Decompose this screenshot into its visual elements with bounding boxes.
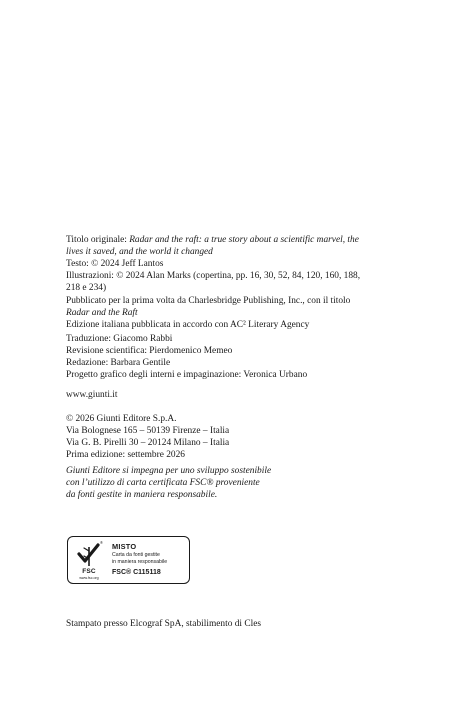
original-title-italic: Radar and the Raft — [66, 308, 138, 318]
fsc-registered-mark: ® — [100, 540, 103, 545]
sustainability-line-1: Giunti Editore si impegna per uno sviluppo sostenibile — [66, 466, 272, 476]
original-title — [66, 234, 406, 246]
sustainability-block — [66, 465, 406, 501]
fsc-logo — [73, 541, 105, 581]
design-credit: Progetto grafico degli interni e impaginazione: Veronica Urbano — [66, 370, 308, 380]
original-title-line-2 — [66, 246, 406, 258]
fsc-label: MISTO — [112, 542, 137, 551]
translation-credit: Traduzione: Giacomo Rabbi — [66, 334, 173, 344]
agency-agreement: Edizione italiana pubblicata in accordo con AC² Literary Agency — [66, 320, 310, 330]
credits-block — [66, 333, 406, 381]
fsc-description-1: Carta da fonti gestite — [112, 552, 160, 558]
publisher-address-florence: Via Bolognese 165 – 50139 Firenze – Italia — [66, 426, 230, 436]
first-publication: Pubblicato per la prima volta da Charlesbridge Publishing, Inc., con il titolo — [66, 296, 351, 306]
website-link[interactable]: www.giunti.it — [66, 390, 118, 400]
publisher-copyright: © 2026 Giunti Editore S.p.A. — [66, 414, 177, 424]
colophon-block — [66, 234, 406, 294]
edition-date: Prima edizione: settembre 2026 — [66, 450, 185, 460]
scientific-review-credit: Revisione scientifica: Pierdomenico Memeo — [66, 346, 233, 356]
original-title-label: Titolo originale: — [66, 235, 130, 245]
printer-block — [66, 618, 406, 630]
original-title-text-1: Radar and the raft: a true story about a scientific marvel, the — [129, 235, 359, 245]
editing-credit: Redazione: Barbara Gentile — [66, 358, 171, 368]
printer-credit: Stampato presso Elcograf SpA, stabilimento di Cles — [66, 619, 262, 629]
fsc-logo-text: FSC — [82, 568, 96, 575]
website-block — [66, 389, 406, 401]
fsc-logo-url: www.fsc.org — [79, 576, 99, 580]
sustainability-line-3: da fonti gestite in maniera responsabile. — [66, 490, 218, 500]
fsc-info — [112, 542, 188, 577]
sustainability-line-2: con l’utilizzo di carta certificata FSC® proveniente — [66, 478, 260, 488]
fsc-tree-check-icon — [73, 541, 105, 568]
fsc-license-code: FSC® C115118 — [112, 569, 161, 577]
fsc-description-2: in maniera responsabile — [112, 559, 168, 566]
illustrations-credit-1: Illustrazioni: © 2024 Alan Marks (copertina, pp. 16, 30, 52, 84, 120, 160, 188, — [66, 271, 361, 281]
publisher-address-milan: Via G. B. Pirelli 30 – 20124 Milano – Italia — [66, 438, 230, 448]
publication-block — [66, 295, 406, 331]
fsc-certification-box — [67, 536, 190, 584]
text-credit: Testo: © 2024 Jeff Lantos — [66, 259, 164, 269]
illustrations-credit-2: 218 e 234) — [66, 283, 107, 293]
publisher-block — [66, 413, 406, 461]
original-title-text-2: lives it saved, and the world it changed — [66, 247, 213, 257]
